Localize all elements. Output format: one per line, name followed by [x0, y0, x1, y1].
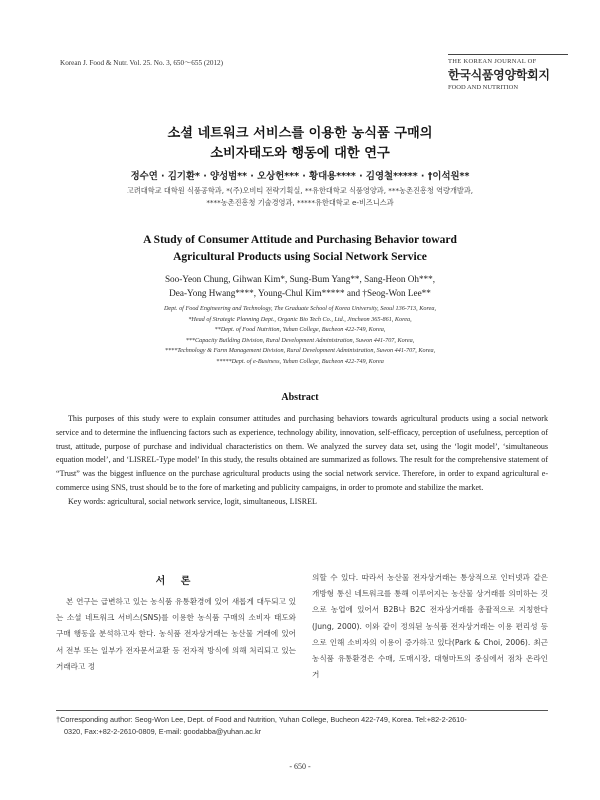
- abstract-body: [56, 412, 548, 509]
- intro-left-column: [56, 594, 296, 675]
- korean-title-line2: 소비자태도와 행동에 대한 연구: [210, 146, 390, 161]
- english-title-line2: Agricultural Products using Social Network Service: [173, 251, 427, 263]
- english-aff-line: Dept. of Food Engineering and Technology, The Graduate School of Korea University, Seoul 136-713, Korea,: [163, 305, 437, 312]
- intro-left-text: 본 연구는 급변하고 있는 농식품 유통환경에 있어 새롭게 대두되고 있는 소셜 네트워크 서비스(SNS)를 이용한 농식품 구매의 소비자 태도와 구매 행동을 분석하고자 한다. 농식품 전자상거래는 농산물 거래에 있어서 전부 또는 일부가 전자문서교환 등 전자적 방식에 의해 처리되고 있는 거래라고 정: [56, 597, 296, 671]
- english-aff-line: ****Technology & Farm Management Division, Rural Development Administration, Suwon 441-707, Korea,: [164, 347, 436, 354]
- journal-title-kr: 한국식품영양학회지: [448, 68, 550, 82]
- korean-title: [0, 124, 600, 164]
- english-title: [0, 232, 600, 266]
- abstract-heading: Abstract: [281, 392, 319, 403]
- citation-header: Korean J. Food & Nutr. Vol. 25. No. 3, 650～655 (2012): [60, 59, 224, 67]
- english-aff-line: **Dept. of Food Nutrition, Yuhan College, Bucheon 422-749, Korea,: [214, 326, 386, 333]
- journal-subtitle: FOOD AND NUTRITION: [448, 84, 519, 91]
- english-authors-line2: Dea-Yong Hwang****, Young-Chul Kim***** and †Seog-Won Lee**: [169, 288, 431, 298]
- korean-authors: 정수연 · 김기환* · 양성범** · 오상헌*** · 황대용**** · 김영철***** · †이석원**: [130, 171, 470, 182]
- intro-right-text: 의할 수 있다. 따라서 농산물 전자상거래는 통상적으로 인터넷과 같은 개방형 통신 네트워크를 통해 이루어지는 농산물 상거래를 의미하는 것으로 농업에 있어서 B2B나 B2C 전자상거래를 총괄적으로 지칭한다(Jung, 2000). 이와 같이 정의된 농식품 전자상거래는 이용 편리성 등으로 인해 소비자의 이용이 증가하고 있다(Park & Choi, 2006). 최근 농식품 유통환경은 수매, 도매시장, 대형마트의 중심에서 점차 온라인 거: [312, 573, 548, 680]
- korean-title-line1: 소셜 네트워크 서비스를 이용한 농식품 구매의: [167, 126, 433, 141]
- korean-aff-line2: ****농촌진흥청 기술경영과, *****유한대학교 e-비즈니스과: [206, 198, 394, 207]
- korean-aff-line1: 고려대학교 대학원 식품공학과, *(주)오비티 전략기획실, **유한대학교 식품영양과, ***농촌진흥청 역량개발과,: [126, 186, 474, 195]
- journal-logo: [448, 54, 568, 91]
- page-number: - 650 -: [289, 762, 311, 771]
- english-authors-line1: Soo-Yeon Chung, Gihwan Kim*, Sung-Bum Yang**, Sang-Heon Oh***,: [164, 274, 436, 284]
- corresponding-author-footnote: [56, 714, 548, 737]
- intro-right-column: [312, 570, 548, 683]
- footnote-rule: [56, 710, 548, 711]
- korean-affiliations: [0, 185, 600, 209]
- english-authors: [0, 272, 600, 300]
- english-title-line1: A Study of Consumer Attitude and Purchasing Behavior toward: [143, 234, 457, 246]
- intro-heading: 서 론: [155, 576, 197, 587]
- abstract-text: This purposes of this study were to explain consumer attitudes and purchasing behaviors towards agricultural products using a social network service and to determine the influencing factors such as experience, technology ability, innovation, self-efficacy, perception of usefulness, perception of trust, attitude, purpose of purchase and individual characteristics on them. We analyzed the survey data set, using the ‘logit model’, ‘simultaneous equation model’, and ‘LISREL-Type model’ In this study, the results obtained are summarized as follows. The result for the comprehensive statement of “Trust” was the biggest influence on the purchase agricultural products using the social network service. Therefore, in order to expand agricultural e-commerce using SNS, trust should be to the fore of marketing and publicity campaigns, in order to promote and stabilize the market.: [56, 414, 548, 492]
- english-aff-line: *Head of Strategic Planning Dept., Organic Bio Tech Co., Ltd., Jincheon 365-861, Korea,: [188, 315, 412, 323]
- footnote-line1: †Corresponding author: Seog-Won Lee, Dept. of Food and Nutrition, Yuhan College, Bucheon 422-749, Korea. Tel:+82-2-2610-: [56, 715, 467, 724]
- english-aff-line: ***Capacity Building Division, Rural Development Administration, Suwon 441-707, Korea,: [185, 336, 415, 344]
- english-aff-line: *****Dept. of e-Business, Yuhan College, Bucheon 422-749, Korea: [216, 357, 384, 365]
- keywords: Key words: agricultural, social network service, logit, simultaneous, LISREL: [68, 496, 317, 506]
- english-affiliations: [0, 304, 600, 367]
- footnote-line2: 0320, Fax:+82-2-2610-0809, E-mail: goodabba@yuhan.ac.kr: [64, 726, 262, 736]
- journal-title-en: THE KOREAN JOURNAL OF: [448, 58, 537, 65]
